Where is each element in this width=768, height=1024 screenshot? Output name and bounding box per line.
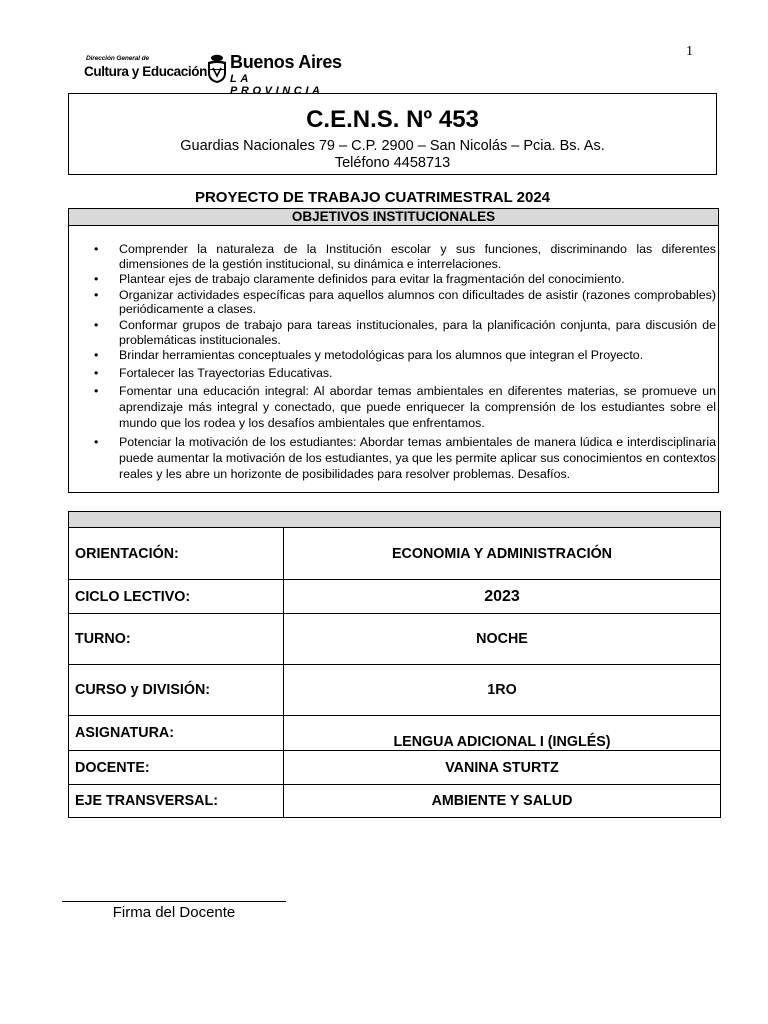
list-item	[92, 288, 716, 317]
bullet-icon: •	[94, 317, 99, 332]
project-title: PROYECTO DE TRABAJO CUATRIMESTRAL 2024	[194, 189, 551, 206]
turno-value: NOCHE	[284, 614, 721, 665]
signature-line	[62, 901, 286, 902]
school-address: Guardias Nacionales 79 – C.P. 2900 – San Nicolás – Pcia. Bs. As.	[180, 138, 605, 154]
table-row	[69, 751, 721, 785]
docente-label: DOCENTE:	[69, 751, 284, 785]
objectives-list	[92, 242, 716, 483]
table-row	[69, 614, 721, 665]
bullet-icon: •	[94, 434, 99, 449]
signature-label: Firma del Docente	[112, 904, 236, 921]
objective-text: Brindar herramientas conceptuales y metodológicas para los alumnos que integran el Proyecto.	[119, 348, 644, 363]
asignatura-value: LENGUA ADICIONAL I (INGLÉS)	[284, 716, 721, 751]
asignatura-label: ASIGNATURA:	[69, 716, 284, 751]
objective-text: Fomentar una educación integral: Al abordar temas ambientales en diferentes materias, se promueve un aprendizaje más integral y conectado, que puede enriquecer la comprensión de los estudiantes sobre el mundo que los rodea y los desafíos ambientales que enfrentamos.	[119, 383, 716, 431]
province-logo	[82, 52, 344, 97]
bullet-icon: •	[94, 287, 99, 302]
ciclo-value: 2023	[284, 580, 721, 614]
table-row	[69, 785, 721, 818]
eje-value: AMBIENTE Y SALUD	[284, 785, 721, 818]
school-title: C.E.N.S. Nº 453	[306, 106, 479, 133]
table-header-band	[69, 512, 721, 528]
table-row	[69, 580, 721, 614]
ciclo-label: CICLO LECTIVO:	[69, 580, 284, 614]
curso-value: 1RO	[284, 665, 721, 716]
course-details-table	[68, 511, 721, 818]
list-item	[92, 365, 716, 381]
bullet-icon: •	[94, 272, 99, 287]
list-item	[92, 348, 716, 363]
list-item	[92, 434, 716, 483]
bullet-icon: •	[94, 365, 99, 380]
table-row	[69, 716, 721, 751]
objective-text: Organizar actividades específicas para aquellos alumnos con dificultades de asistir (razones comprobables) periódicamente a clases.	[119, 287, 716, 317]
logo-brand-sub: LA PROVINCIA	[230, 73, 324, 97]
bullet-icon: •	[94, 242, 99, 256]
objective-text: Plantear ejes de trabajo claramente definidos para evitar la fragmentación del conocimiento.	[119, 272, 625, 287]
list-item	[92, 242, 716, 271]
bullet-icon: •	[94, 383, 99, 398]
objective-text: Comprender la naturaleza de la Institución escolar y sus funciones, discriminando las diferentes dimensiones de la gestión institucional, su dinámica e interrelaciones.	[119, 242, 716, 271]
logo-org-name: Cultura y Educación	[84, 64, 207, 79]
list-item	[92, 318, 716, 347]
logo-small-text: Dirección General de	[86, 55, 150, 62]
bullet-icon: •	[94, 348, 99, 363]
docente-value: VANINA STURTZ	[284, 751, 721, 785]
coat-of-arms-icon	[206, 54, 228, 84]
orientacion-label: ORIENTACIÓN:	[69, 528, 284, 580]
turno-label: TURNO:	[69, 614, 284, 665]
objective-text: Conformar grupos de trabajo para tareas institucionales, para la planificación conjunta, para discusión de problemáticas institucionales.	[119, 317, 716, 347]
school-phone: Teléfono 4458713	[334, 155, 451, 171]
objective-text: Potenciar la motivación de los estudiantes: Abordar temas ambientales de manera lúdica e interdisciplinaria puede aumentar la motivación de los estudiantes, ya que les permite aplicar sus conocimientos en contextos reales y les abre un horizonte de posibilidades para resolver problemas. Desafíos.	[119, 434, 716, 481]
table-row	[69, 528, 721, 580]
table-row	[69, 665, 721, 716]
eje-label: EJE TRANSVERSAL:	[69, 785, 284, 818]
orientacion-value: ECONOMIA Y ADMINISTRACIÓN	[284, 528, 721, 580]
list-item	[92, 383, 716, 432]
curso-label: CURSO y DIVISIÓN:	[69, 665, 284, 716]
objective-text: Fortalecer las Trayectorias Educativas.	[119, 365, 333, 380]
list-item	[92, 272, 716, 287]
page-number: 1	[686, 44, 693, 59]
objectives-heading: OBJETIVOS INSTITUCIONALES	[69, 209, 718, 226]
logo-brand: Buenos Aires	[230, 52, 342, 72]
